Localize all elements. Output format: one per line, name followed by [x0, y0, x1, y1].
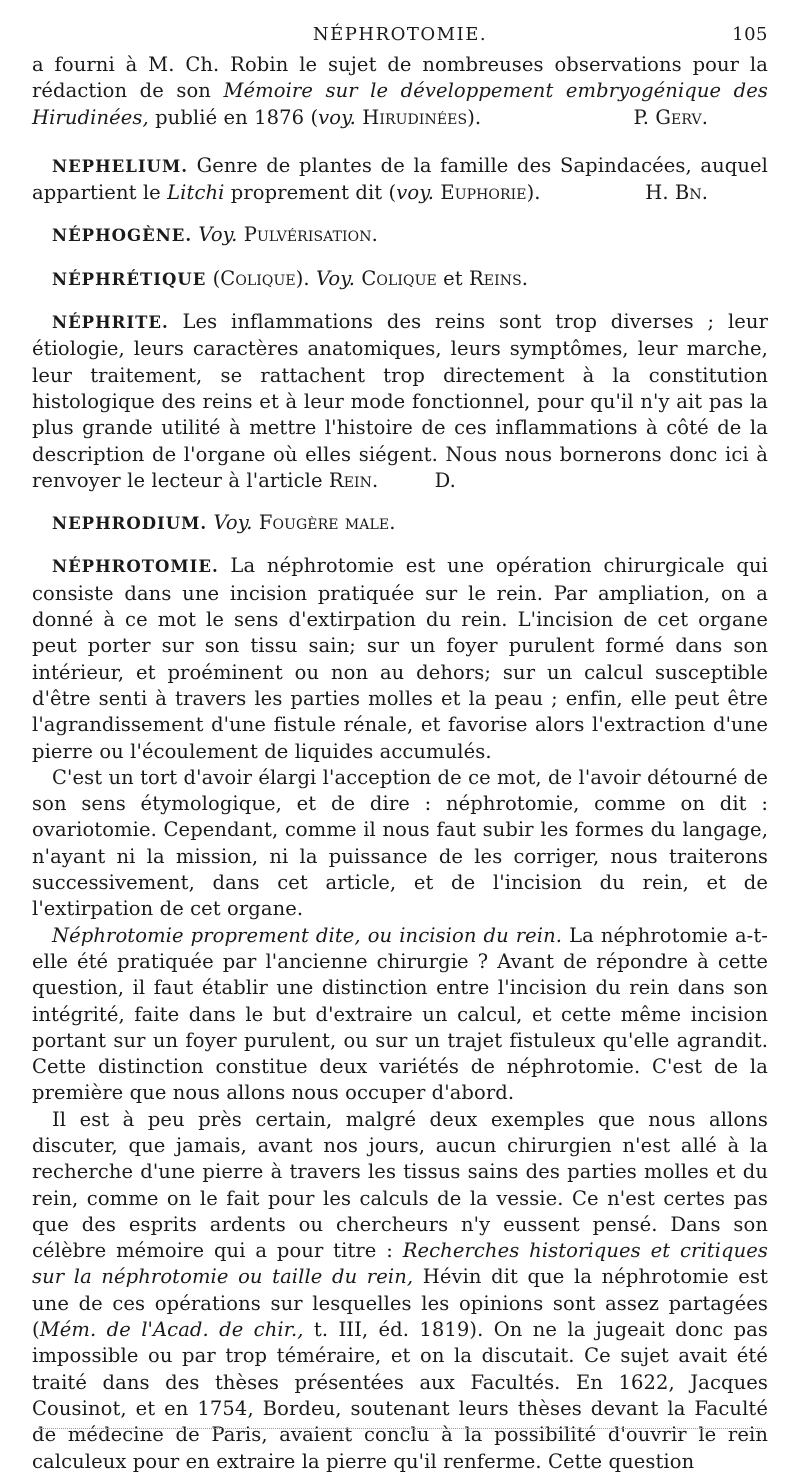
memoire-title: Mémoire sur le développement embryogénique des Hirudinées,: [32, 79, 768, 129]
entry-text: ).: [526, 181, 541, 205]
entry-text: et: [436, 266, 470, 290]
cross-reference: Fougère male.: [258, 511, 396, 535]
author-signature: D.: [434, 468, 456, 492]
voy-label: voy.: [396, 181, 435, 205]
entry-headword: NÉPHRITE.: [52, 313, 169, 333]
entry-text: Hévin dit que la néphrotomie est une de ces opérations sur lesquelles les opinions sont assez partagées (: [32, 1265, 768, 1342]
entry-nephogene: [32, 222, 768, 249]
section-title: Néphrotomie proprement dite, ou incision du rein.: [52, 923, 563, 947]
cross-reference: Euphorie: [440, 181, 527, 205]
entry-text: (: [206, 266, 221, 290]
cross-reference: Hirudinées: [362, 105, 468, 129]
voy-label: Voy.: [316, 266, 356, 290]
entry-text: Genre de plantes de la famille des Sapindacées, auquel appartient le: [32, 153, 768, 205]
entry-nephrotomie: [32, 553, 768, 1474]
voy-label: voy.: [318, 105, 356, 129]
entry-nephretique: [32, 266, 768, 293]
entry-headword: NÉPHRÉTIQUE: [52, 269, 207, 289]
citation: Mém. de l'Acad. de chir.,: [39, 1318, 304, 1342]
entry-nephrite: [32, 309, 768, 494]
entry-text: ).: [295, 266, 317, 290]
cross-reference: Colique: [361, 266, 437, 290]
continuation-text: ).: [467, 105, 482, 129]
cross-reference: Rein.: [328, 468, 379, 492]
entry-text: La néphrotomie est une opération chirurgicale qui consiste dans une incision pratiquée sur le rein. Par ampliation, on a donné à ce mot le sens d'extirpation du rein. L'incision de cet organe peut porter sur son tissu sain; sur un foyer purulent formé dans son intérieur, et proéminent ou non au dehors; sur un calcul susceptible d'être senti à travers les parties molles et la peau ; enfin, elle peut être l'agrandissement d'une fistule rénale, et favorise alors l'extraction d'une pierre ou l'écoulement de liquides accumulés.: [32, 554, 768, 763]
work-title: Recherches historiques et critiques sur la néphrotomie ou taille du rein,: [32, 1239, 768, 1289]
voy-label: Voy.: [213, 511, 253, 535]
cross-reference: Pulvérisation.: [243, 223, 378, 247]
italic-term: Litchi: [167, 181, 225, 205]
continuation-text: a fourni à M. Ch. Robin le sujet de nombreuses observations pour la rédaction de son: [32, 53, 768, 103]
running-head: [32, 22, 768, 52]
page-number: 105: [732, 24, 768, 45]
entry-text: t. III, éd. 1819). On ne la jugeait donc pas impossible ou par trop téméraire, et on la discutait. Ce sujet avait été traité dans des thèses présentées aux Facultés. En 1622, Jacques Cousinot, et en 1754, Bordeu, soutenant leurs thèses devant la Faculté de médecine de Paris, avaient conclu à la possibilité d'ouvrir le rein calculeux pour en extraire la pierre qu'il renferme. Cette question: [32, 1318, 768, 1473]
entry-headword: NÉPHOGÈNE.: [52, 226, 193, 246]
author-signature: H. Bn.: [645, 181, 708, 205]
entry-headword: NÉPHROTOMIE.: [52, 557, 219, 577]
cross-reference: Reins.: [469, 266, 529, 290]
paragraph: C'est un tort d'avoir élargi l'acception de ce mot, de l'avoir détourné de son sens étymologique, et de dire : néphrotomie, comme on dit : ovariotomie. Cependant, comme il nous faut subir les formes du langage, n'ayant ni la mission, ni la puissance de les corriger, nous traiterons successivement, dans cet article, et de l'incision du rein, et de l'extirpation de cet organe.: [32, 765, 768, 921]
author-signature: P. Gerv.: [633, 105, 708, 129]
page: [32, 22, 768, 1475]
continuation-paragraph: [32, 52, 768, 131]
cross-reference: Colique: [220, 266, 296, 290]
entry-text: proprement dit (: [224, 181, 397, 205]
continuation-text: publié en 1876 (: [148, 105, 319, 129]
running-title: NÉPHROTOMIE.: [312, 24, 488, 45]
entry-text: Les inflammations des reins sont trop diverses ; leur étiologie, leurs caractères anatomiques, leurs symptômes, leur marche, leur traitement, se rattachent trop directement à la constitution histologique des reins et à leur mode fonctionnel, pour qu'il n'y ait pas la plus grande utilité à mettre l'histoire de ces inflammations à côté de la description de l'organe où elles siégent. Nous nous bornerons donc ici à renvoyer le lecteur à l'article: [32, 310, 768, 492]
entry-nephelium: [32, 153, 768, 207]
entry-headword: NEPHRODIUM.: [52, 514, 208, 534]
entry-text: Il est à peu près certain, malgré deux exemples que nous allons discuter, que jamais, avant nos jours, aucun chirurgien n'est allé à la recherche d'une pierre à travers les tissus sains des parties molles et du rein, comme on le fait pour les calculs de la vessie. Ce n'est certes pas que des esprits ardents ou chercheurs n'y eussent pensé. Dans son célèbre mémoire qui a pour titre :: [32, 1107, 768, 1263]
footer-rule: [38, 1428, 762, 1429]
entry-nephrodium: [32, 510, 768, 537]
entry-headword: NEPHELIUM.: [52, 156, 188, 176]
voy-label: Voy.: [198, 223, 238, 247]
entry-text: La néphrotomie a-t-elle été pratiquée par l'ancienne chirurgie ? Avant de répondre à cette question, il faut établir une distinction entre l'incision du rein dans son intégrité, faite dans le but d'extraire un calcul, et cette même incision portant sur un foyer purulent, ou sur un trajet fistuleux qu'elle agrandit. Cette distinction constitue deux variétés de néphrotomie. C'est de la première que nous allons nous occuper d'abord.: [32, 923, 768, 1105]
